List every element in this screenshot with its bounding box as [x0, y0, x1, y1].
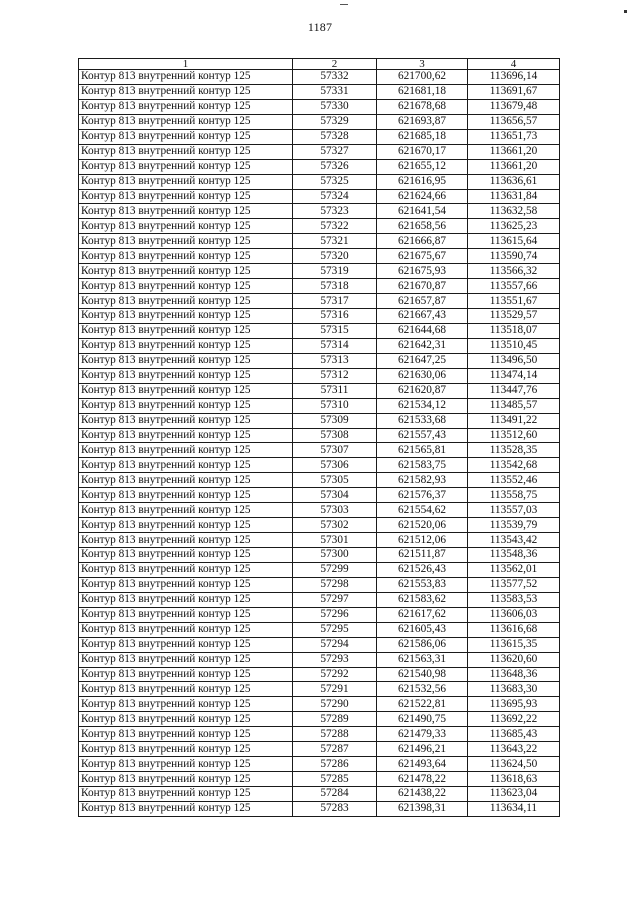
contour-name-cell: Контур 813 внутренний контур 125 — [79, 548, 293, 563]
y-coordinate-cell: 113616,68 — [468, 622, 560, 637]
y-coordinate-cell: 113474,14 — [468, 368, 560, 383]
point-number-cell: 57307 — [293, 443, 377, 458]
table-row — [79, 398, 560, 413]
header-cell-2: 2 — [293, 59, 377, 70]
x-coordinate-cell: 621512,06 — [377, 533, 468, 548]
contour-name-cell: Контур 813 внутренний контур 125 — [79, 772, 293, 787]
point-number-cell: 57308 — [293, 428, 377, 443]
y-coordinate-cell: 113615,64 — [468, 234, 560, 249]
x-coordinate-cell: 621522,81 — [377, 697, 468, 712]
x-coordinate-cell: 621540,98 — [377, 667, 468, 682]
contour-name-cell: Контур 813 внутренний контур 125 — [79, 727, 293, 742]
point-number-cell: 57320 — [293, 249, 377, 264]
table-row — [79, 70, 560, 85]
y-coordinate-cell: 113491,22 — [468, 413, 560, 428]
point-number-cell: 57322 — [293, 219, 377, 234]
x-coordinate-cell: 621533,68 — [377, 413, 468, 428]
table-row — [79, 592, 560, 607]
table-row — [79, 637, 560, 652]
point-number-cell: 57326 — [293, 159, 377, 174]
table-row — [79, 159, 560, 174]
table-row — [79, 712, 560, 727]
contour-name-cell: Контур 813 внутренний контур 125 — [79, 607, 293, 622]
x-coordinate-cell: 621553,83 — [377, 577, 468, 592]
table-row — [79, 562, 560, 577]
y-coordinate-cell: 113618,63 — [468, 772, 560, 787]
contour-name-cell: Контур 813 внутренний контур 125 — [79, 189, 293, 204]
scan-artifact-mark — [340, 4, 348, 5]
table-row — [79, 204, 560, 219]
table-row — [79, 667, 560, 682]
point-number-cell: 57321 — [293, 234, 377, 249]
contour-name-cell: Контур 813 внутренний контур 125 — [79, 323, 293, 338]
header-cell-4: 4 — [468, 59, 560, 70]
point-number-cell: 57303 — [293, 503, 377, 518]
contour-name-cell: Контур 813 внутренний контур 125 — [79, 264, 293, 279]
x-coordinate-cell: 621582,93 — [377, 473, 468, 488]
contour-name-cell: Контур 813 внутренний контур 125 — [79, 667, 293, 682]
contour-name-cell: Контур 813 внутренний контур 125 — [79, 383, 293, 398]
y-coordinate-cell: 113634,11 — [468, 801, 560, 816]
contour-name-cell: Контур 813 внутренний контур 125 — [79, 129, 293, 144]
contour-name-cell: Контур 813 внутренний контур 125 — [79, 488, 293, 503]
contour-name-cell: Контур 813 внутренний контур 125 — [79, 338, 293, 353]
y-coordinate-cell: 113551,67 — [468, 294, 560, 309]
x-coordinate-cell: 621644,68 — [377, 323, 468, 338]
y-coordinate-cell: 113615,35 — [468, 637, 560, 652]
contour-name-cell: Контур 813 внутренний контур 125 — [79, 577, 293, 592]
contour-name-cell: Контур 813 внутренний контур 125 — [79, 159, 293, 174]
y-coordinate-cell: 113543,42 — [468, 533, 560, 548]
y-coordinate-cell: 113548,36 — [468, 548, 560, 563]
contour-name-cell: Контур 813 внутренний контур 125 — [79, 473, 293, 488]
contour-name-cell: Контур 813 внутренний контур 125 — [79, 652, 293, 667]
point-number-cell: 57328 — [293, 129, 377, 144]
contour-name-cell: Контур 813 внутренний контур 125 — [79, 279, 293, 294]
point-number-cell: 57296 — [293, 607, 377, 622]
contour-name-cell: Контур 813 внутренний контур 125 — [79, 114, 293, 129]
contour-name-cell: Контур 813 внутренний контур 125 — [79, 712, 293, 727]
y-coordinate-cell: 113692,22 — [468, 712, 560, 727]
table-row — [79, 458, 560, 473]
point-number-cell: 57330 — [293, 99, 377, 114]
x-coordinate-cell: 621478,22 — [377, 772, 468, 787]
point-number-cell: 57306 — [293, 458, 377, 473]
point-number-cell: 57317 — [293, 294, 377, 309]
point-number-cell: 57290 — [293, 697, 377, 712]
table-row — [79, 294, 560, 309]
x-coordinate-cell: 621563,31 — [377, 652, 468, 667]
point-number-cell: 57301 — [293, 533, 377, 548]
y-coordinate-cell: 113656,57 — [468, 114, 560, 129]
header-cell-3: 3 — [377, 59, 468, 70]
table-row — [79, 323, 560, 338]
table-row — [79, 84, 560, 99]
point-number-cell: 57327 — [293, 144, 377, 159]
table-row — [79, 129, 560, 144]
table-row — [79, 548, 560, 563]
x-coordinate-cell: 621605,43 — [377, 622, 468, 637]
point-number-cell: 57292 — [293, 667, 377, 682]
y-coordinate-cell: 113577,52 — [468, 577, 560, 592]
table-row — [79, 577, 560, 592]
point-number-cell: 57329 — [293, 114, 377, 129]
scan-artifact-dot — [624, 10, 627, 13]
x-coordinate-cell: 621583,62 — [377, 592, 468, 607]
point-number-cell: 57288 — [293, 727, 377, 742]
point-number-cell: 57286 — [293, 757, 377, 772]
x-coordinate-cell: 621554,62 — [377, 503, 468, 518]
x-coordinate-cell: 621667,43 — [377, 309, 468, 324]
point-number-cell: 57291 — [293, 682, 377, 697]
point-number-cell: 57315 — [293, 323, 377, 338]
table-row — [79, 413, 560, 428]
y-coordinate-cell: 113485,57 — [468, 398, 560, 413]
contour-name-cell: Контур 813 внутренний контур 125 — [79, 249, 293, 264]
y-coordinate-cell: 113558,75 — [468, 488, 560, 503]
point-number-cell: 57285 — [293, 772, 377, 787]
contour-name-cell: Контур 813 внутренний контур 125 — [79, 398, 293, 413]
table-row — [79, 772, 560, 787]
point-number-cell: 57299 — [293, 562, 377, 577]
x-coordinate-cell: 621681,18 — [377, 84, 468, 99]
contour-name-cell: Контур 813 внутренний контур 125 — [79, 234, 293, 249]
contour-name-cell: Контур 813 внутренний контур 125 — [79, 99, 293, 114]
header-row — [79, 59, 560, 70]
y-coordinate-cell: 113539,79 — [468, 518, 560, 533]
x-coordinate-cell: 621496,21 — [377, 742, 468, 757]
y-coordinate-cell: 113566,32 — [468, 264, 560, 279]
point-number-cell: 57289 — [293, 712, 377, 727]
contour-name-cell: Контур 813 внутренний контур 125 — [79, 309, 293, 324]
y-coordinate-cell: 113620,60 — [468, 652, 560, 667]
point-number-cell: 57332 — [293, 70, 377, 85]
x-coordinate-cell: 621617,62 — [377, 607, 468, 622]
table-row — [79, 144, 560, 159]
x-coordinate-cell: 621520,06 — [377, 518, 468, 533]
header-cell-1: 1 — [79, 59, 293, 70]
x-coordinate-cell: 621586,06 — [377, 637, 468, 652]
y-coordinate-cell: 113557,03 — [468, 503, 560, 518]
contour-name-cell: Контур 813 внутренний контур 125 — [79, 518, 293, 533]
point-number-cell: 57298 — [293, 577, 377, 592]
y-coordinate-cell: 113552,46 — [468, 473, 560, 488]
x-coordinate-cell: 621532,56 — [377, 682, 468, 697]
y-coordinate-cell: 113679,48 — [468, 99, 560, 114]
x-coordinate-cell: 621647,25 — [377, 353, 468, 368]
x-coordinate-cell: 621670,17 — [377, 144, 468, 159]
y-coordinate-cell: 113648,36 — [468, 667, 560, 682]
contour-name-cell: Контур 813 внутренний контур 125 — [79, 294, 293, 309]
table-row — [79, 622, 560, 637]
table-row — [79, 99, 560, 114]
point-number-cell: 57324 — [293, 189, 377, 204]
point-number-cell: 57294 — [293, 637, 377, 652]
point-number-cell: 57311 — [293, 383, 377, 398]
x-coordinate-cell: 621666,87 — [377, 234, 468, 249]
table-row — [79, 473, 560, 488]
contour-name-cell: Контур 813 внутренний контур 125 — [79, 428, 293, 443]
contour-name-cell: Контур 813 внутренний контур 125 — [79, 697, 293, 712]
x-coordinate-cell: 621624,66 — [377, 189, 468, 204]
point-number-cell: 57314 — [293, 338, 377, 353]
contour-name-cell: Контур 813 внутренний контур 125 — [79, 458, 293, 473]
x-coordinate-cell: 621616,95 — [377, 174, 468, 189]
y-coordinate-cell: 113496,50 — [468, 353, 560, 368]
table-row — [79, 368, 560, 383]
table-row — [79, 174, 560, 189]
table-row — [79, 443, 560, 458]
y-coordinate-cell: 113557,66 — [468, 279, 560, 294]
x-coordinate-cell: 621576,37 — [377, 488, 468, 503]
contour-name-cell: Контур 813 внутренний контур 125 — [79, 144, 293, 159]
x-coordinate-cell: 621398,31 — [377, 801, 468, 816]
contour-name-cell: Контур 813 внутренний контур 125 — [79, 742, 293, 757]
y-coordinate-cell: 113636,61 — [468, 174, 560, 189]
x-coordinate-cell: 621670,87 — [377, 279, 468, 294]
table-header — [79, 59, 560, 70]
y-coordinate-cell: 113510,45 — [468, 338, 560, 353]
x-coordinate-cell: 621490,75 — [377, 712, 468, 727]
point-number-cell: 57295 — [293, 622, 377, 637]
y-coordinate-cell: 113651,73 — [468, 129, 560, 144]
table-row — [79, 503, 560, 518]
y-coordinate-cell: 113529,57 — [468, 309, 560, 324]
contour-name-cell: Контур 813 внутренний контур 125 — [79, 353, 293, 368]
y-coordinate-cell: 113624,50 — [468, 757, 560, 772]
point-number-cell: 57325 — [293, 174, 377, 189]
x-coordinate-cell: 621658,56 — [377, 219, 468, 234]
y-coordinate-cell: 113590,74 — [468, 249, 560, 264]
x-coordinate-cell: 621493,64 — [377, 757, 468, 772]
point-number-cell: 57304 — [293, 488, 377, 503]
contour-name-cell: Контур 813 внутренний контур 125 — [79, 533, 293, 548]
contour-name-cell: Контур 813 внутренний контур 125 — [79, 757, 293, 772]
x-coordinate-cell: 621642,31 — [377, 338, 468, 353]
point-number-cell: 57283 — [293, 801, 377, 816]
contour-name-cell: Контур 813 внутренний контур 125 — [79, 204, 293, 219]
table-row — [79, 727, 560, 742]
table-row — [79, 742, 560, 757]
table-row — [79, 652, 560, 667]
y-coordinate-cell: 113643,22 — [468, 742, 560, 757]
y-coordinate-cell: 113542,68 — [468, 458, 560, 473]
table-row — [79, 383, 560, 398]
x-coordinate-cell: 621526,43 — [377, 562, 468, 577]
table-row — [79, 338, 560, 353]
contour-name-cell: Контур 813 внутренний контур 125 — [79, 592, 293, 607]
x-coordinate-cell: 621655,12 — [377, 159, 468, 174]
contour-name-cell: Контур 813 внутренний контур 125 — [79, 637, 293, 652]
y-coordinate-cell: 113695,93 — [468, 697, 560, 712]
table-row — [79, 114, 560, 129]
x-coordinate-cell: 621700,62 — [377, 70, 468, 85]
x-coordinate-cell: 621693,87 — [377, 114, 468, 129]
table-row — [79, 353, 560, 368]
y-coordinate-cell: 113583,53 — [468, 592, 560, 607]
y-coordinate-cell: 113661,20 — [468, 159, 560, 174]
table-row — [79, 279, 560, 294]
table-row — [79, 757, 560, 772]
contour-name-cell: Контур 813 внутренний контур 125 — [79, 622, 293, 637]
y-coordinate-cell: 113447,76 — [468, 383, 560, 398]
y-coordinate-cell: 113606,03 — [468, 607, 560, 622]
table-row — [79, 682, 560, 697]
contour-name-cell: Контур 813 внутренний контур 125 — [79, 562, 293, 577]
table-row — [79, 234, 560, 249]
table-row — [79, 428, 560, 443]
x-coordinate-cell: 621479,33 — [377, 727, 468, 742]
x-coordinate-cell: 621685,18 — [377, 129, 468, 144]
contour-name-cell: Контур 813 внутренний контур 125 — [79, 219, 293, 234]
contour-name-cell: Контур 813 внутренний контур 125 — [79, 368, 293, 383]
table-row — [79, 249, 560, 264]
x-coordinate-cell: 621557,43 — [377, 428, 468, 443]
x-coordinate-cell: 621678,68 — [377, 99, 468, 114]
point-number-cell: 57313 — [293, 353, 377, 368]
x-coordinate-cell: 621675,67 — [377, 249, 468, 264]
table-row — [79, 488, 560, 503]
y-coordinate-cell: 113528,35 — [468, 443, 560, 458]
contour-name-cell: Контур 813 внутренний контур 125 — [79, 682, 293, 697]
point-number-cell: 57287 — [293, 742, 377, 757]
x-coordinate-cell: 621620,87 — [377, 383, 468, 398]
table-body — [79, 70, 560, 817]
y-coordinate-cell: 113683,30 — [468, 682, 560, 697]
point-number-cell: 57302 — [293, 518, 377, 533]
point-number-cell: 57310 — [293, 398, 377, 413]
point-number-cell: 57318 — [293, 279, 377, 294]
table-row — [79, 787, 560, 802]
x-coordinate-cell: 621583,75 — [377, 458, 468, 473]
contour-name-cell: Контур 813 внутренний контур 125 — [79, 503, 293, 518]
point-number-cell: 57309 — [293, 413, 377, 428]
y-coordinate-cell: 113512,60 — [468, 428, 560, 443]
point-number-cell: 57331 — [293, 84, 377, 99]
y-coordinate-cell: 113685,43 — [468, 727, 560, 742]
y-coordinate-cell: 113632,58 — [468, 204, 560, 219]
y-coordinate-cell: 113631,84 — [468, 189, 560, 204]
point-number-cell: 57316 — [293, 309, 377, 324]
contour-name-cell: Контур 813 внутренний контур 125 — [79, 413, 293, 428]
table-row — [79, 309, 560, 324]
contour-name-cell: Контур 813 внутренний контур 125 — [79, 443, 293, 458]
y-coordinate-cell: 113623,04 — [468, 787, 560, 802]
point-number-cell: 57284 — [293, 787, 377, 802]
point-number-cell: 57293 — [293, 652, 377, 667]
contour-name-cell: Контур 813 внутренний контур 125 — [79, 84, 293, 99]
page-number: 1187 — [307, 20, 333, 34]
point-number-cell: 57300 — [293, 548, 377, 563]
table-row — [79, 219, 560, 234]
x-coordinate-cell: 621565,81 — [377, 443, 468, 458]
contour-name-cell: Контур 813 внутренний контур 125 — [79, 70, 293, 85]
contour-name-cell: Контур 813 внутренний контур 125 — [79, 174, 293, 189]
x-coordinate-cell: 621641,54 — [377, 204, 468, 219]
y-coordinate-cell: 113562,01 — [468, 562, 560, 577]
x-coordinate-cell: 621630,06 — [377, 368, 468, 383]
x-coordinate-cell: 621438,22 — [377, 787, 468, 802]
point-number-cell: 57305 — [293, 473, 377, 488]
table-row — [79, 801, 560, 816]
table-row — [79, 607, 560, 622]
y-coordinate-cell: 113661,20 — [468, 144, 560, 159]
x-coordinate-cell: 621657,87 — [377, 294, 468, 309]
table-row — [79, 189, 560, 204]
y-coordinate-cell: 113691,67 — [468, 84, 560, 99]
coordinates-table — [78, 58, 560, 817]
table-row — [79, 697, 560, 712]
y-coordinate-cell: 113625,23 — [468, 219, 560, 234]
table-row — [79, 518, 560, 533]
contour-name-cell: Контур 813 внутренний контур 125 — [79, 801, 293, 816]
contour-name-cell: Контур 813 внутренний контур 125 — [79, 787, 293, 802]
x-coordinate-cell: 621511,87 — [377, 548, 468, 563]
x-coordinate-cell: 621675,93 — [377, 264, 468, 279]
point-number-cell: 57319 — [293, 264, 377, 279]
point-number-cell: 57297 — [293, 592, 377, 607]
y-coordinate-cell: 113696,14 — [468, 70, 560, 85]
point-number-cell: 57323 — [293, 204, 377, 219]
table-row — [79, 264, 560, 279]
y-coordinate-cell: 113518,07 — [468, 323, 560, 338]
table-row — [79, 533, 560, 548]
point-number-cell: 57312 — [293, 368, 377, 383]
x-coordinate-cell: 621534,12 — [377, 398, 468, 413]
